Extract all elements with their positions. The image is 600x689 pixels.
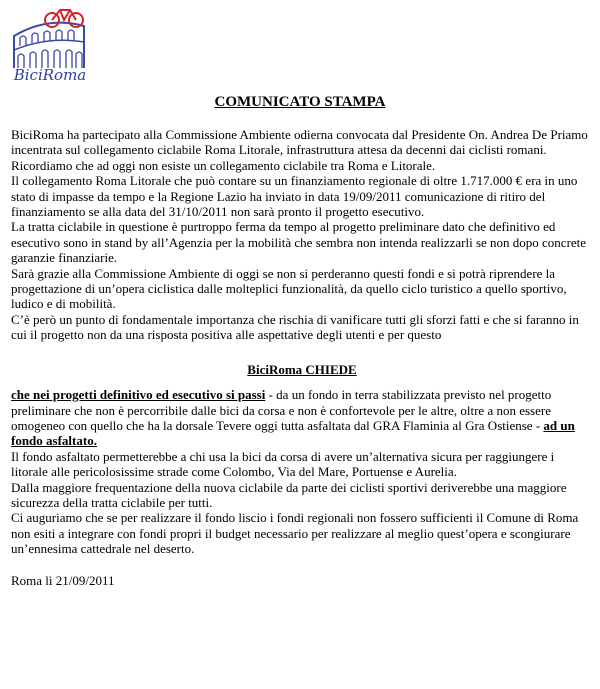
document-body (11, 127, 593, 588)
date-line: Roma lì 21/09/2011 (11, 572, 115, 588)
request-lead: che nei progetti definitivo ed esecutivo si passi (11, 387, 266, 403)
page-title: COMUNICATO STAMPA (214, 94, 386, 110)
request-paragraph (11, 387, 593, 449)
paragraph: La tratta ciclabile in questione è purtroppo ferma da tempo al progetto preliminare dato che definitivo ed esecutivo sono in stand by all’Agenzia per la mobilità che sembra non intenda realizzarli se non dopo concrete garanzie finanziarie. (11, 219, 587, 266)
logo-text: BiciRoma (13, 66, 87, 84)
paragraph: Il collegamento Roma Litorale che può contare su un finanziamento regionale di oltre 1.717.000 € era in uno stato di impasse da tempo e la Regione Lazio ha inviato in data 19/09/2011 comunicazione di ritiro del finanziamento se alla data del 31/10/2011 non sarà pronto il progetto esecutivo. (11, 173, 578, 220)
request-middle: - da un fondo in terra stabilizzata previsto nel progetto preliminare che non è percorribile dalle bici da corsa e non è confortevole per le altre, oltre a non essere omogeneo con quello che ha la dorsale Tevere oggi tutta asfaltata dal GRA Flaminia al Gra Ostiense - (11, 387, 552, 433)
paragraph: Ci auguriamo che se per realizzare il fondo liscio i fondi regionali non fossero sufficienti il Comune di Roma non esiti a integrare con fondi propri il budget necessario per realizzare al meglio quest’opera e scongiurare un’ennesima cattedrale nel deserto. (11, 510, 579, 557)
paragraph: Sarà grazie alla Commissione Ambiente di oggi se non si perderanno questi fondi e si potrà riprendere la progettazione di un’opera ciclistica dalle molteplici funzionalità, da quello ciclo turistico a quello sportivo, ludico e di mobilità. (11, 265, 567, 312)
paragraph: C’è però un punto di fondamentale importanza che rischia di vanificare tutti gli sforzi fatti e che si faranno in cui il progetto non da una risposta positiva alle aspettative degli utenti e per questo (11, 311, 579, 343)
paragraph: BiciRoma ha partecipato alla Commissione Ambiente odierna convocata dal Presidente On. Andrea De Priamo incentrata sul collegamento ciclabile Roma Litorale, infrastruttura attesa da decenni dai ciclisti romani. (11, 127, 588, 158)
paragraph: Ricordiamo che ad oggi non esiste un collegamento ciclabile tra Roma e Litorale. (11, 157, 436, 173)
request-tail: ad un fondo asfaltato. (11, 417, 575, 449)
section-heading: BiciRoma CHIEDE (247, 361, 357, 377)
paragraph: Dalla maggiore frequentazione della nuova ciclabile da parte dei ciclisti sportivi deriverebbe una maggiore sicurezza della tratta ciclabile per tutti. (11, 479, 567, 510)
paragraph: Il fondo asfaltato permetterebbe a chi usa la bici da corsa di avere un’alternativa sicura per raggiungere i litorale alle pericolosissime strade come Colombo, Via del Mare, Portuense e Aurelia. (11, 448, 555, 480)
